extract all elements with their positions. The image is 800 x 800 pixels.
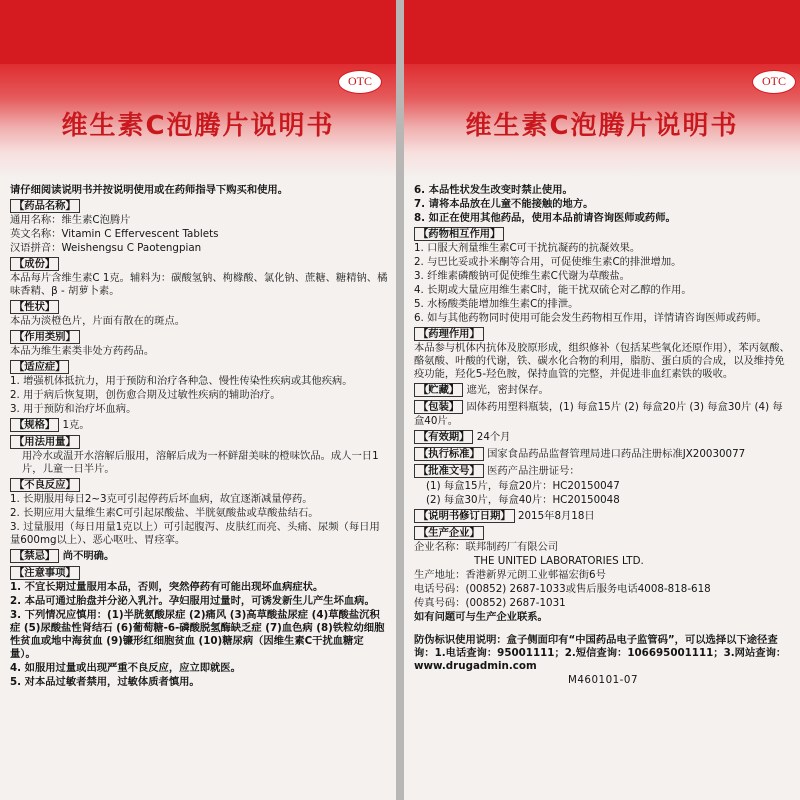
section-header-adverse: 【不良反应】 [10,478,80,492]
address-label: 生产地址： [414,569,466,581]
section-header-category: 【作用类别】 [10,330,80,344]
leaflet-body-right [414,184,792,688]
leaflet-page-left [0,0,396,800]
indication-item: 1. 增强机体抵抗力，用于预防和治疗各种急、慢性传染性疾病或其他疾病。 [10,375,353,387]
adverse-item: 2. 长期应用大量维生素C可引起尿酸盐、半胱氨酸盐或草酸盐结石。 [10,507,319,519]
otc-badge: OTC [752,70,796,94]
page-title: 维生素C泡腾片说明书 [61,111,335,141]
pinyin-name: 汉语拼音：Weishengsu C Paotengpian [10,242,202,254]
standard-text: 国家食品药品监督管理局进口药品注册标准JX20030077 [487,448,746,460]
interaction-item: 6. 如与其他药物同时使用可能会发生药物相互作用，详情请咨询医师或药师。 [414,312,767,324]
interaction-item: 5. 水杨酸类能增加维生素C的排泄。 [414,298,579,310]
caution-item: 6. 本品性状发生改变时禁止使用。 [414,184,573,196]
caution-item: 8. 如正在使用其他药品，使用本品前请咨询医师或药师。 [414,212,676,224]
interaction-item: 4. 长期或大量应用维生素C时，能干扰双硫仑对乙醇的作用。 [414,284,692,296]
caution-item: 3. 下列情况应慎用：(1)半胱氨酸尿症 (2)痛风 (3)高草酸盐尿症 (4)草酸盐沉积症 (5)尿酸盐性肾结石 (6)葡萄糖-6-磷酸脱氢酶缺乏症 (7)血色病 (8)铁粒幼细胞性贫血或地中海贫血 (9)镰形红细胞贫血 (10)糖尿病（因维生素C干扰血糖定量）。 [10,609,385,660]
section-header-contraindications: 【禁忌】 [10,549,59,563]
leaflet-page-right [404,0,800,800]
section-header-drug-name: 【药品名称】 [10,199,80,213]
generic-name: 通用名称：维生素C泡腾片 [10,214,131,226]
section-header-manufacturer: 【生产企业】 [414,526,484,540]
appearance-text: 本品为淡橙色片，片面有散在的斑点。 [10,315,186,327]
indication-item: 2. 用于病后恢复期，创伤愈合期及过敏性疾病的辅助治疗。 [10,389,281,401]
interaction-item: 1. 口服大剂量维生素C可干扰抗凝药的抗凝效果。 [414,242,641,254]
revision-date: 2015年8月18日 [517,510,595,522]
approval-number: (2) 每盒30片，每盒40片：HC20150048 [426,494,620,506]
section-header-interactions: 【药物相互作用】 [414,227,504,241]
package-text: 固体药用塑料瓶装，(1) 每盒15片 (2) 每盒20片 (3) 每盒30片 (4) 每盒40片。 [414,401,783,427]
section-header-package: 【包装】 [414,400,463,414]
section-header-spec: 【规格】 [10,418,59,432]
indication-item: 3. 用于预防和治疗坏血病。 [10,403,137,415]
section-header-indications: 【适应症】 [10,360,69,374]
contact-note: 如有问题可与生产企业联系。 [414,611,548,623]
caution-item: 7. 请将本品放在儿童不能接触的地方。 [414,198,594,210]
spec-text: 1克。 [62,419,90,431]
dosage-text: 用冷水或温开水溶解后服用，溶解后成为一杯鲜甜美味的橙味饮品。成人一日1片，儿童一日半片。 [22,450,379,475]
pharmacology-text: 本品参与机体内抗体及胶原形成，组织修补（包括某些氧化还原作用），苯丙氨酸、酪氨酸、叶酸的代谢，铁、碳水化合物的利用，脂肪、蛋白质的合成，以及维持免疫功能，羟化5-羟色胺，保持血管的完整，并促进非血红素铁的吸收。 [414,342,790,380]
section-header-storage: 【贮藏】 [414,383,463,397]
section-header-approval: 【批准文号】 [414,464,484,478]
interaction-item: 2. 与巴比妥或扑米酮等合用，可促使维生素C的排泄增加。 [414,256,682,268]
section-header-composition: 【成份】 [10,257,59,271]
caution-item: 1. 不宜长期过量服用本品，否则，突然停药有可能出现坏血病症状。 [10,581,324,593]
validity-text: 24个月 [476,431,511,443]
contraindications-text: 尚不明确。 [62,550,115,562]
caution-item: 4. 如服用过量或出现严重不良反应，应立即就医。 [10,662,241,674]
section-header-pharmacology: 【药理作用】 [414,327,484,341]
adverse-item: 3. 过量服用（每日用量1克以上）可引起腹泻、皮肤红而亮、头痛、尿频（每日用量600mg以上）、恶心呕吐、胃痉挛。 [10,521,380,546]
leaflet-body-left [10,184,388,690]
fax-label: 传真号码： [414,597,466,609]
section-header-revision: 【说明书修订日期】 [414,509,515,523]
section-header-appearance: 【性状】 [10,300,59,314]
company-name-label: 企业名称： [414,541,466,553]
red-banner [0,0,396,178]
address: 香港新界元朗工业邨福宏街6号 [465,569,606,581]
page-title: 维生素C泡腾片说明书 [465,111,739,141]
anti-counterfeit-note: 防伪标识使用说明：盒子侧面印有“中国药品电子监管码”，可以选择以下途径查询：1.电话查询：95001111；2.短信查询：106695001111；3.网站查询：www.drugadmin.com [414,634,787,672]
red-banner [404,0,800,178]
category-text: 本品为维生素类非处方药药品。 [10,345,155,357]
company-name-en: THE UNITED LABORATORIES LTD. [474,555,644,567]
section-header-dosage: 【用法用量】 [10,435,80,449]
phone: (00852) 2687-1033或售后服务电话4008-818-618 [465,583,711,595]
adverse-item: 1. 长期服用每日2~3克可引起停药后坏血病，故宜逐渐减量停药。 [10,493,313,505]
section-header-validity: 【有效期】 [414,430,473,444]
approval-text: 医药产品注册证号： [487,465,580,477]
caution-item: 2. 本品可通过胎盘并分泌入乳汁。孕妇服用过量时，可诱发新生儿产生坏血病。 [10,595,375,607]
interaction-item: 3. 纤维素磷酸钠可促使维生素C代谢为草酸盐。 [414,270,630,282]
section-header-cautions: 【注意事项】 [10,566,80,580]
phone-label: 电话号码： [414,583,466,595]
document-code: M460101-07 [567,674,638,686]
company-name: 联邦制药厂有限公司 [465,541,559,553]
fax: (00852) 2687-1031 [465,597,566,609]
page-gutter [396,0,404,800]
caution-item: 5. 对本品过敏者禁用，过敏体质者慎用。 [10,676,200,688]
section-header-standard: 【执行标准】 [414,447,484,461]
storage-text: 遮光，密封保存。 [466,384,549,396]
english-name: 英文名称：Vitamin C Effervescent Tablets [10,228,219,240]
otc-badge: OTC [338,70,382,94]
approval-number: (1) 每盒15片，每盒20片：HC20150047 [426,480,620,492]
composition-text: 本品每片含维生素C 1克。辅料为：碳酸氢钠、枸橼酸、氯化钠、蔗糖、糖精钠、橘味香精、β - 胡萝卜素。 [10,272,388,297]
intro-note: 请仔细阅读说明书并按说明使用或在药师指导下购买和使用。 [10,184,289,196]
